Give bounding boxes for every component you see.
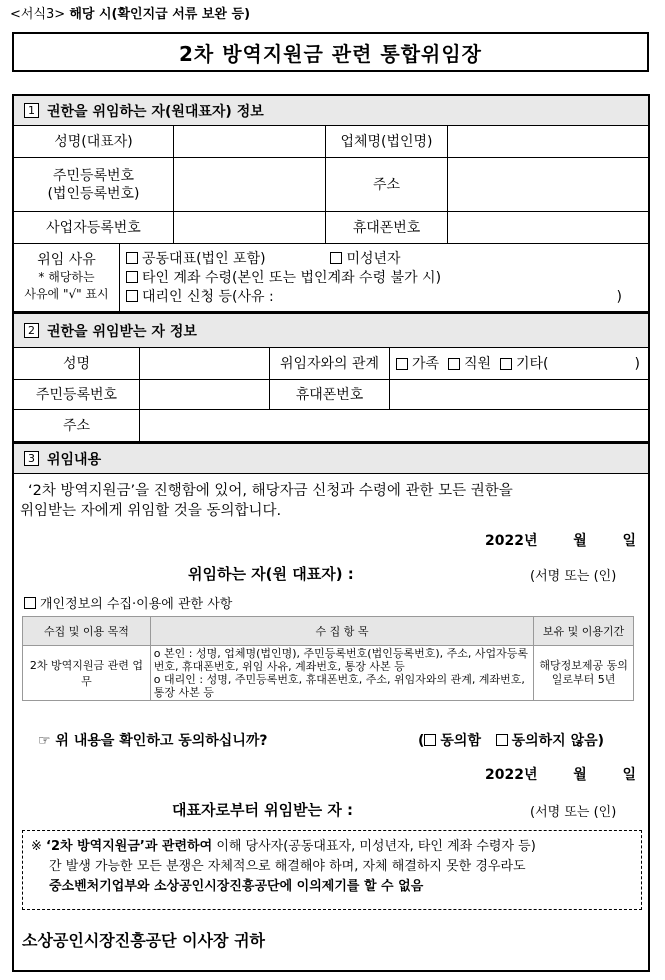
delegator-address-field[interactable]: [448, 158, 648, 212]
notice-line1: [31, 837, 633, 857]
delegator-sign-hint: (서명 또는 (인): [530, 569, 617, 584]
company-name-label: 업체명(법인명): [326, 126, 448, 158]
relation-other-close: ): [634, 355, 640, 372]
agent-option: 대리인 신청 등(사유 :: [142, 289, 274, 305]
section3-header: [14, 442, 648, 474]
section1-number: 1: [24, 103, 39, 118]
page-title: 2차 방역지원금 관련 통합위임장: [12, 32, 649, 72]
minor-checkbox[interactable]: [330, 252, 342, 264]
date2-year: 2022년: [485, 767, 538, 783]
retention-cell: 해당정보제공 동의일로부터 5년: [534, 646, 634, 701]
joint-rep-checkbox[interactable]: [126, 252, 138, 264]
joint-rep-option: 공동대표(법인 포함): [142, 251, 266, 267]
purpose-cell: 2차 방역지원금 관련 업무: [23, 646, 151, 701]
delegate-address-field[interactable]: [140, 410, 648, 442]
date-line-1: [485, 530, 636, 550]
section3-title: 위임내용: [47, 451, 102, 468]
consent-yes: 동의함: [440, 733, 481, 749]
consent-no: 동의하지 않음: [511, 733, 598, 749]
section1-title: 권한을 위임하는 자(원대표자) 정보: [47, 103, 264, 120]
date1-day: 일: [622, 533, 637, 549]
notice-mark: ※: [31, 839, 42, 854]
family-checkbox[interactable]: [396, 358, 408, 370]
delegator-address-label: 주소: [326, 158, 448, 212]
section2-header: [14, 312, 648, 348]
date2-month: 월: [573, 767, 587, 783]
section3-number: 3: [24, 451, 39, 466]
delegator-phone-label: 휴대폰번호: [326, 212, 448, 244]
delegate-phone-field[interactable]: [390, 380, 648, 410]
delegator-name-field[interactable]: [174, 126, 326, 158]
delegator-rrn-field[interactable]: [174, 158, 326, 212]
privacy-checkbox[interactable]: [24, 597, 36, 609]
privacy-table: [22, 616, 634, 701]
date2-day: 일: [622, 767, 637, 783]
items-header: 수 집 항 목: [150, 617, 533, 646]
items-agent: o 대리인 : 성명, 주민등록번호, 휴대폰번호, 주소, 위임자와의 관계, 계좌번호, 통장 사본 등: [153, 673, 525, 699]
relation-employee: 직원: [463, 355, 492, 372]
date-line-2: [485, 764, 636, 784]
recipient-footer: 소상공인시장진흥공단 이사장 귀하: [22, 931, 265, 950]
company-name-field[interactable]: [448, 126, 648, 158]
consent-no-checkbox[interactable]: [496, 734, 508, 746]
delegator-name-label: 성명(대표자): [14, 126, 174, 158]
reason-row-1: [126, 250, 648, 269]
other-account-checkbox[interactable]: [126, 271, 138, 283]
delegate-sign-label: 대표자로부터 위임받는 자 :: [172, 801, 354, 819]
delegator-signature-field[interactable]: [380, 563, 520, 583]
relation-family: 가족: [412, 355, 440, 372]
items-cell: [150, 646, 533, 701]
purpose-header: 수집 및 이용 목적: [23, 617, 151, 646]
notice-text-1: 이해 당사자(공동대표자, 미성년자, 타인 계좌 수령자 등): [216, 839, 536, 854]
relation-options: [390, 348, 648, 380]
form-condition: 해당 시(확인지급 서류 보완 등): [69, 7, 251, 22]
privacy-heading-text: 개인정보의 수집·이용에 관한 사항: [40, 597, 233, 612]
agent-reason-close: ): [616, 289, 622, 305]
employee-checkbox[interactable]: [448, 358, 460, 370]
agent-checkbox[interactable]: [126, 290, 138, 302]
date1-year: 2022년: [485, 533, 538, 549]
form-number: <서식3>: [10, 7, 66, 22]
date1-month: 월: [573, 533, 587, 549]
other-relation-checkbox[interactable]: [500, 358, 512, 370]
delegation-reason-label: [14, 244, 120, 312]
consent-question: ☞ 위 내용을 확인하고 동의하십니까?: [38, 733, 268, 749]
delegate-rrn-label: 주민등록번호: [14, 380, 140, 410]
delegate-phone-label: 휴대폰번호: [270, 380, 390, 410]
delegation-reason-options: [120, 244, 648, 312]
relation-label: 위임자와의 관계: [270, 348, 390, 380]
privacy-table-row: [23, 646, 634, 701]
business-number-label: 사업자등록번호: [14, 212, 174, 244]
form-number-label: [10, 3, 250, 22]
delegate-rrn-field[interactable]: [140, 380, 270, 410]
delegate-sign-hint: (서명 또는 (인): [530, 805, 617, 820]
reason-label-line3: 사유에 "√" 표시: [24, 287, 109, 301]
rrn-label-line1: 주민등록번호: [52, 167, 135, 184]
section2-title: 권한을 위임받는 자 정보: [47, 323, 197, 340]
items-principal: o 본인 : 성명, 업체명(법인명), 주민등록번호(법인등록번호), 주소, 사업자등록번호, 휴대폰번호, 위임 사유, 계좌번호, 통장 사본 등: [153, 647, 529, 673]
notice-bold-1: ‘2차 방역지원금’과 관련하여: [46, 839, 213, 854]
business-number-field[interactable]: [174, 212, 326, 244]
delegate-name-label: 성명: [14, 348, 140, 380]
minor-option: 미성년자: [346, 251, 401, 267]
section1-header: [14, 94, 648, 126]
statement-line1: ‘2차 방역지원금’을 진행함에 있어, 해당자금 신청과 수령에 관한 모든 권한을: [28, 483, 513, 499]
other-account-option: 타인 계좌 수령(본인 또는 법인계좌 수령 불가 시): [142, 270, 442, 286]
delegator-phone-field[interactable]: [448, 212, 648, 244]
reason-label-line1: 위임 사유: [37, 252, 96, 268]
section2-number: 2: [24, 323, 39, 338]
notice-text-2: 간 발생 가능한 모든 분쟁은 자체적으로 해결해야 하며, 자체 해결하지 못한 경우라도: [49, 859, 526, 874]
consent-options: ( 동의함 동의하지 않음): [418, 733, 605, 749]
notice-box: [22, 830, 642, 910]
delegate-signature-field[interactable]: [400, 799, 520, 819]
consent-yes-checkbox[interactable]: [424, 734, 436, 746]
reason-label-line2: * 해당하는: [38, 270, 95, 284]
relation-other: 기타(: [515, 355, 549, 372]
privacy-table-header: [23, 617, 634, 646]
privacy-heading: [24, 593, 232, 612]
statement-line2: 위임받는 자에게 위임할 것을 동의합니다.: [20, 503, 282, 519]
delegate-name-field[interactable]: [140, 348, 270, 380]
delegator-sign-label: 위임하는 자(원 대표자) :: [188, 565, 354, 583]
notice-bold-2: 중소벤처기업부와 소상공인시장진흥공단에 이의제기를 할 수 없음: [49, 879, 424, 894]
reason-row-3: [126, 288, 648, 307]
reason-row-2: [126, 269, 648, 288]
retention-header: 보유 및 이용기간: [534, 617, 634, 646]
delegate-address-label: 주소: [14, 410, 140, 442]
rrn-label-line2: (법인등록번호): [47, 185, 140, 202]
delegator-rrn-label: [14, 158, 174, 212]
delegation-statement: [20, 481, 648, 521]
